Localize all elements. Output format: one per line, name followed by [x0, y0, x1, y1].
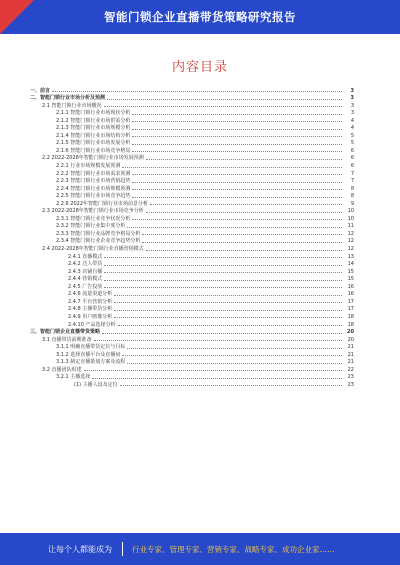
toc-entry-page: 3	[350, 87, 354, 94]
report-header	[0, 0, 400, 34]
toc-entry[interactable]	[30, 169, 354, 177]
toc-leader-dots	[104, 272, 342, 273]
table-of-contents	[30, 86, 354, 388]
footer-tagline: 行业专家、管理专家、营销专家、战略专家、成功企业家……	[132, 545, 335, 554]
toc-entry-page: 5	[350, 140, 354, 147]
toc-leader-dots	[92, 378, 342, 379]
toc-entry[interactable]	[30, 177, 354, 185]
toc-entry[interactable]	[30, 380, 354, 388]
toc-entry-label: 2.4.8 主播带货分析	[68, 306, 113, 313]
toc-leader-dots	[132, 121, 342, 122]
toc-entry[interactable]	[30, 109, 354, 117]
toc-entry-page: 23	[347, 381, 354, 388]
toc-entry[interactable]	[30, 320, 354, 328]
toc-entry[interactable]	[30, 101, 354, 109]
toc-entry[interactable]	[30, 161, 354, 169]
toc-leader-dots	[102, 333, 342, 334]
toc-leader-dots	[132, 129, 342, 130]
toc-entry-page: 21	[347, 344, 354, 351]
toc-entry[interactable]	[30, 116, 354, 124]
toc-leader-dots	[114, 317, 342, 318]
toc-entry-page: 18	[347, 321, 354, 328]
toc-leader-dots	[114, 310, 342, 311]
toc-entry-page: 6	[350, 147, 354, 154]
toc-entry-label: 2.3 2022-2028年智能门锁行业市场竞争分析	[42, 208, 144, 215]
toc-leader-dots	[132, 174, 342, 175]
toc-entry-label: 3.1 直播带货前期准备	[42, 336, 92, 343]
toc-entry-page: 17	[347, 298, 354, 305]
toc-entry-page: 6	[350, 155, 354, 162]
toc-entry[interactable]	[30, 267, 354, 275]
toc-entry[interactable]	[30, 365, 354, 373]
toc-entry-page: 23	[347, 374, 354, 381]
toc-leader-dots	[146, 250, 342, 251]
toc-entry-page: 20	[347, 329, 354, 336]
toc-entry-page: 20	[347, 336, 354, 343]
toc-heading: 内容目录	[171, 60, 228, 75]
toc-entry-page: 15	[347, 268, 354, 275]
toc-entry[interactable]	[30, 252, 354, 260]
toc-leader-dots	[94, 340, 342, 341]
toc-entry-page: 9	[350, 200, 354, 207]
toc-entry-label: 2.1.4 智能门锁行业市场结构分析	[56, 132, 131, 139]
toc-entry[interactable]	[30, 305, 354, 313]
toc-entry[interactable]	[30, 290, 354, 298]
footer-banner	[0, 533, 400, 565]
toc-entry-label: 3.1.1 明确直播带货定位与目标	[56, 344, 126, 351]
toc-entry[interactable]	[30, 244, 354, 252]
toc-entry-label: 三、智能门锁企业直播带货策略	[30, 329, 101, 336]
toc-entry-label: 2.3.4 智能门锁行业企业竞争趋势分析	[56, 238, 141, 245]
footer-slogan: 让每个人都能成为	[48, 545, 112, 554]
toc-entry-page: 4	[350, 117, 354, 124]
toc-entry[interactable]	[30, 328, 354, 336]
toc-entry-page: 7	[350, 170, 354, 177]
toc-entry[interactable]	[30, 260, 354, 268]
toc-entry-page: 8	[350, 185, 354, 192]
toc-entry[interactable]	[30, 222, 354, 230]
toc-entry[interactable]	[30, 184, 354, 192]
toc-entry-page: 3	[350, 95, 354, 102]
toc-leader-dots	[146, 159, 342, 160]
toc-entry-label: 2.3.2 智能门锁行业集中度分析	[56, 223, 126, 230]
toc-leader-dots	[52, 91, 342, 92]
toc-entry-page: 12	[347, 230, 354, 237]
toc-entry-label: 2.4 2022-2028年智能门锁行业直播营销模式	[42, 246, 144, 253]
toc-entry-page: 17	[347, 306, 354, 313]
toc-entry-label: 2.4.5 广告投放	[68, 283, 103, 290]
toc-leader-dots	[132, 136, 342, 137]
toc-entry-page: 15	[347, 276, 354, 283]
toc-entry-page: 12	[347, 246, 354, 253]
toc-entry-label: 2.4.3 店铺自播	[68, 268, 103, 275]
toc-entry-page: 7	[350, 178, 354, 185]
toc-entry[interactable]	[30, 139, 354, 147]
toc-leader-dots	[142, 242, 342, 243]
toc-leader-dots	[132, 219, 342, 220]
toc-entry-label: (1) 主播人设及定位	[74, 381, 118, 388]
toc-leader-dots	[114, 295, 342, 296]
toc-leader-dots	[146, 212, 342, 213]
toc-leader-dots	[122, 355, 342, 356]
toc-entry-label: 2.4.1 直播模式	[68, 253, 103, 260]
toc-entry-label: 2.1.6 智能门锁行业市场竞争格局	[56, 147, 131, 154]
toc-entry-page: 21	[347, 359, 354, 366]
toc-leader-dots	[104, 280, 342, 281]
toc-entry-label: 2.4.2 达人带货	[68, 261, 103, 268]
toc-leader-dots	[104, 257, 342, 258]
toc-entry-label: 2.2.5 智能门锁行业市场竞争趋势	[56, 193, 131, 200]
toc-entry-page: 10	[347, 208, 354, 215]
toc-entry[interactable]	[30, 192, 354, 200]
toc-entry-page: 8	[350, 193, 354, 200]
toc-entry-page: 10	[347, 215, 354, 222]
toc-entry-page: 5	[350, 132, 354, 139]
toc-entry-page: 16	[347, 291, 354, 298]
toc-entry[interactable]	[30, 335, 354, 343]
toc-entry[interactable]	[30, 207, 354, 215]
toc-leader-dots	[132, 114, 342, 115]
toc-leader-dots	[114, 302, 342, 303]
report-title: 智能门锁企业直播带货策略研究报告	[104, 10, 296, 24]
toc-leader-dots	[127, 227, 342, 228]
toc-entry-page: 18	[347, 313, 354, 320]
toc-entry-page: 3	[350, 110, 354, 117]
toc-leader-dots	[132, 182, 342, 183]
toc-entry-label: 3.2 直播团队组建	[42, 366, 82, 373]
toc-entry-label: 2.2.6 2022年智能门锁行业市场前景分析	[56, 200, 149, 207]
toc-entry-page: 3	[350, 102, 354, 109]
footer-divider	[122, 542, 123, 556]
toc-entry-page: 12	[347, 238, 354, 245]
toc-entry-label: 2.1.3 智能门锁行业市场规模分析	[56, 125, 131, 132]
toc-entry[interactable]	[30, 373, 354, 381]
toc-entry-page: 21	[347, 351, 354, 358]
toc-entry[interactable]	[30, 229, 354, 237]
toc-entry[interactable]	[30, 124, 354, 132]
toc-entry-label: 2.4.4 营销模式	[68, 276, 103, 283]
toc-entry-page: 16	[347, 283, 354, 290]
toc-entry-page: 14	[347, 261, 354, 268]
toc-entry[interactable]	[30, 275, 354, 283]
toc-entry-label: 2.2 2022-2028年智能门锁行业市场发展预测	[42, 155, 144, 162]
toc-entry-label: 2.4.7 平台营销分析	[68, 298, 113, 305]
toc-entry[interactable]	[30, 297, 354, 305]
toc-entry-page: 22	[347, 366, 354, 373]
toc-entry[interactable]	[30, 94, 354, 102]
toc-leader-dots	[132, 151, 342, 152]
toc-entry[interactable]	[30, 358, 354, 366]
toc-leader-dots	[122, 167, 342, 168]
toc-entry-label: 二、智能门锁行业市场分析及预测	[30, 95, 106, 102]
toc-entry-label: 2.1.1 智能门锁行业市场现状分析	[56, 110, 131, 117]
toc-leader-dots	[132, 189, 342, 190]
toc-entry-label: 2.1 智能门锁行业市场概况	[42, 102, 102, 109]
toc-entry[interactable]	[30, 199, 354, 207]
toc-entry-label: 2.1.2 智能门锁行业市场供需分析	[56, 117, 131, 124]
toc-entry-label: 3.1.2 选择直播平台及直播间	[56, 351, 121, 358]
toc-entry[interactable]	[30, 350, 354, 358]
toc-leader-dots	[132, 197, 342, 198]
toc-entry[interactable]	[30, 312, 354, 320]
toc-entry-page: 11	[347, 223, 354, 230]
toc-leader-dots	[118, 325, 343, 326]
toc-entry-label: 2.2.3 智能门锁行业市场营销趋势	[56, 178, 131, 185]
toc-entry-label: 2.2.4 智能门锁行业市场规模预测	[56, 185, 131, 192]
toc-leader-dots	[127, 348, 342, 349]
toc-entry-page: 4	[350, 125, 354, 132]
toc-leader-dots	[127, 363, 342, 364]
toc-entry-label: 2.2.2 智能门锁行业市场需求预测	[56, 170, 131, 177]
toc-entry[interactable]	[30, 237, 354, 245]
toc-leader-dots	[132, 144, 342, 145]
toc-leader-dots	[120, 385, 342, 386]
toc-entry[interactable]	[30, 154, 354, 162]
toc-entry-label: 一、前言	[30, 87, 51, 94]
toc-leader-dots	[150, 204, 342, 205]
toc-entry-label: 2.4.10 产品选择分析	[68, 321, 116, 328]
toc-leader-dots	[84, 370, 342, 371]
toc-entry[interactable]	[30, 131, 354, 139]
toc-leader-dots	[142, 234, 342, 235]
toc-leader-dots	[104, 106, 342, 107]
toc-entry-label: 2.3.3 智能门锁行业品牌竞争格局分析	[56, 230, 141, 237]
toc-entry[interactable]	[30, 214, 354, 222]
toc-entry-label: 2.4.6 流量渠道分析	[68, 291, 113, 298]
toc-entry-label: 2.1.5 智能门锁行业市场发展分析	[56, 140, 131, 147]
toc-entry-label: 3.2.1 主播选择	[56, 374, 91, 381]
toc-entry-page: 6	[350, 163, 354, 170]
toc-entry-label: 2.2.1 行业市场规模发展预测	[56, 163, 121, 170]
toc-entry-label: 2.4.9 用户画像分析	[68, 313, 113, 320]
toc-entry[interactable]	[30, 282, 354, 290]
toc-entry-page: 13	[347, 253, 354, 260]
toc-leader-dots	[107, 99, 342, 100]
toc-leader-dots	[104, 287, 342, 288]
toc-entry[interactable]	[30, 146, 354, 154]
toc-entry[interactable]	[30, 86, 354, 94]
toc-leader-dots	[104, 265, 342, 266]
toc-entry-label: 3.1.3 制定直播策划方案及流程	[56, 359, 126, 366]
toc-entry[interactable]	[30, 343, 354, 351]
toc-entry-label: 2.3.1 智能门锁行业竞争状况分析	[56, 215, 131, 222]
